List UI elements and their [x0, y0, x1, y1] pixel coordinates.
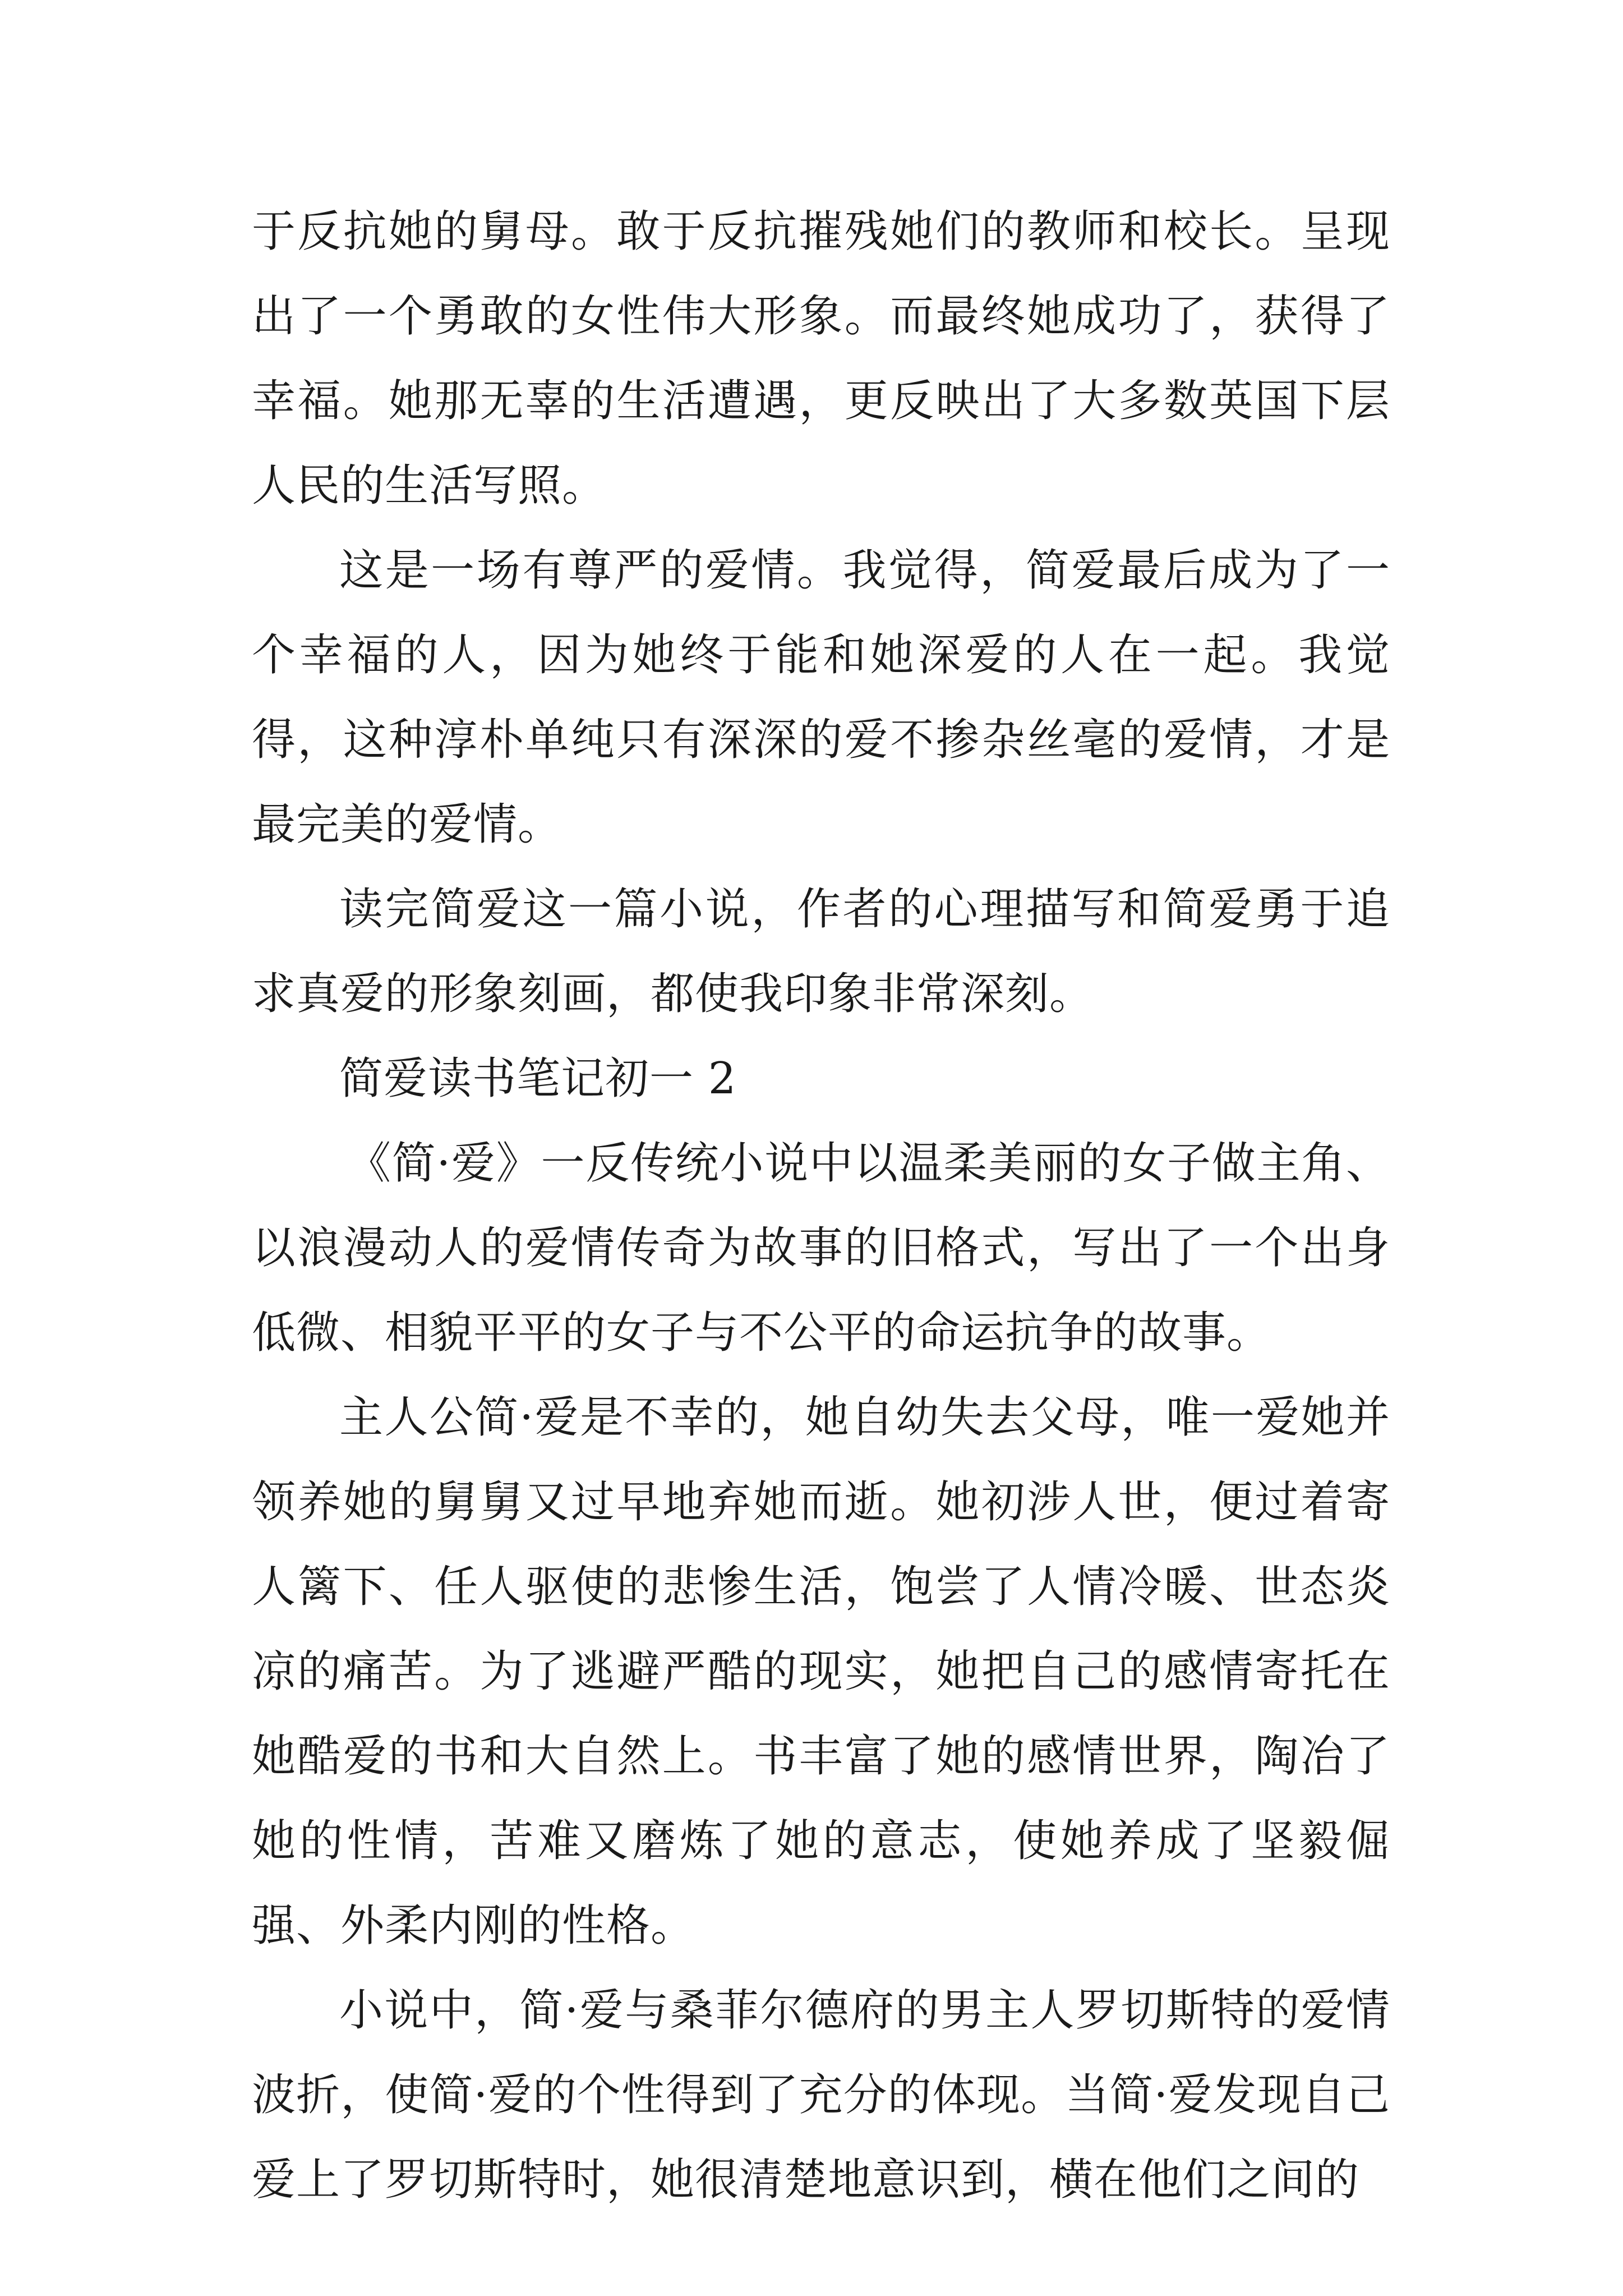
paragraph-6: 小说中，简·爱与桑菲尔德府的男主人罗切斯特的爱情波折，使简·爱的个性得到了充分的体现。当简·爱发现自己爱上了罗切斯特时，她很清楚地意识到，横在他们之间的 — [252, 1985, 1390, 2205]
paragraph-4: 《简·爱》一反传统小说中以温柔美丽的女子做主角、以浪漫动人的爱情传奇为故事的旧格式，写出了一个出身低微、相貌平平的女子与不公平的命运抗争的故事。 — [252, 1138, 1390, 1358]
paragraph-1: 于反抗她的舅母。敢于反抗摧残她们的教师和校长。呈现出了一个勇敢的女性伟大形象。而最终她成功了，获得了幸福。她那无辜的生活遭遇，更反映出了大多数英国下层人民的生活写照。 — [252, 206, 1390, 511]
paragraph-3: 读完简爱这一篇小说，作者的心理描写和简爱勇于追求真爱的形象刻画，都使我印象非常深刻。 — [252, 884, 1390, 1019]
document-body — [252, 190, 1390, 2223]
section-title: 简爱读书笔记初一 2 — [339, 1053, 737, 1104]
paragraph-2: 这是一场有尊严的爱情。我觉得，简爱最后成为了一个幸福的人，因为她终于能和她深爱的人在一起。我觉得，这种淳朴单纯只有深深的爱不掺杂丝毫的爱情，才是最完美的爱情。 — [252, 545, 1390, 850]
paragraph-5: 主人公简·爱是不幸的，她自幼失去父母，唯一爱她并领养她的舅舅又过早地弃她而逝。她初涉人世，便过着寄人篱下、任人驱使的悲惨生活，饱尝了人情冷暖、世态炎凉的痛苦。为了逃避严酷的现实，她把自己的感情寄托在她酷爱的书和大自然上。书丰富了她的感情世界，陶冶了她的性情，苦难又磨炼了她的意志，使她养成了坚毅倔强、外柔内刚的性格。 — [252, 1392, 1390, 1951]
